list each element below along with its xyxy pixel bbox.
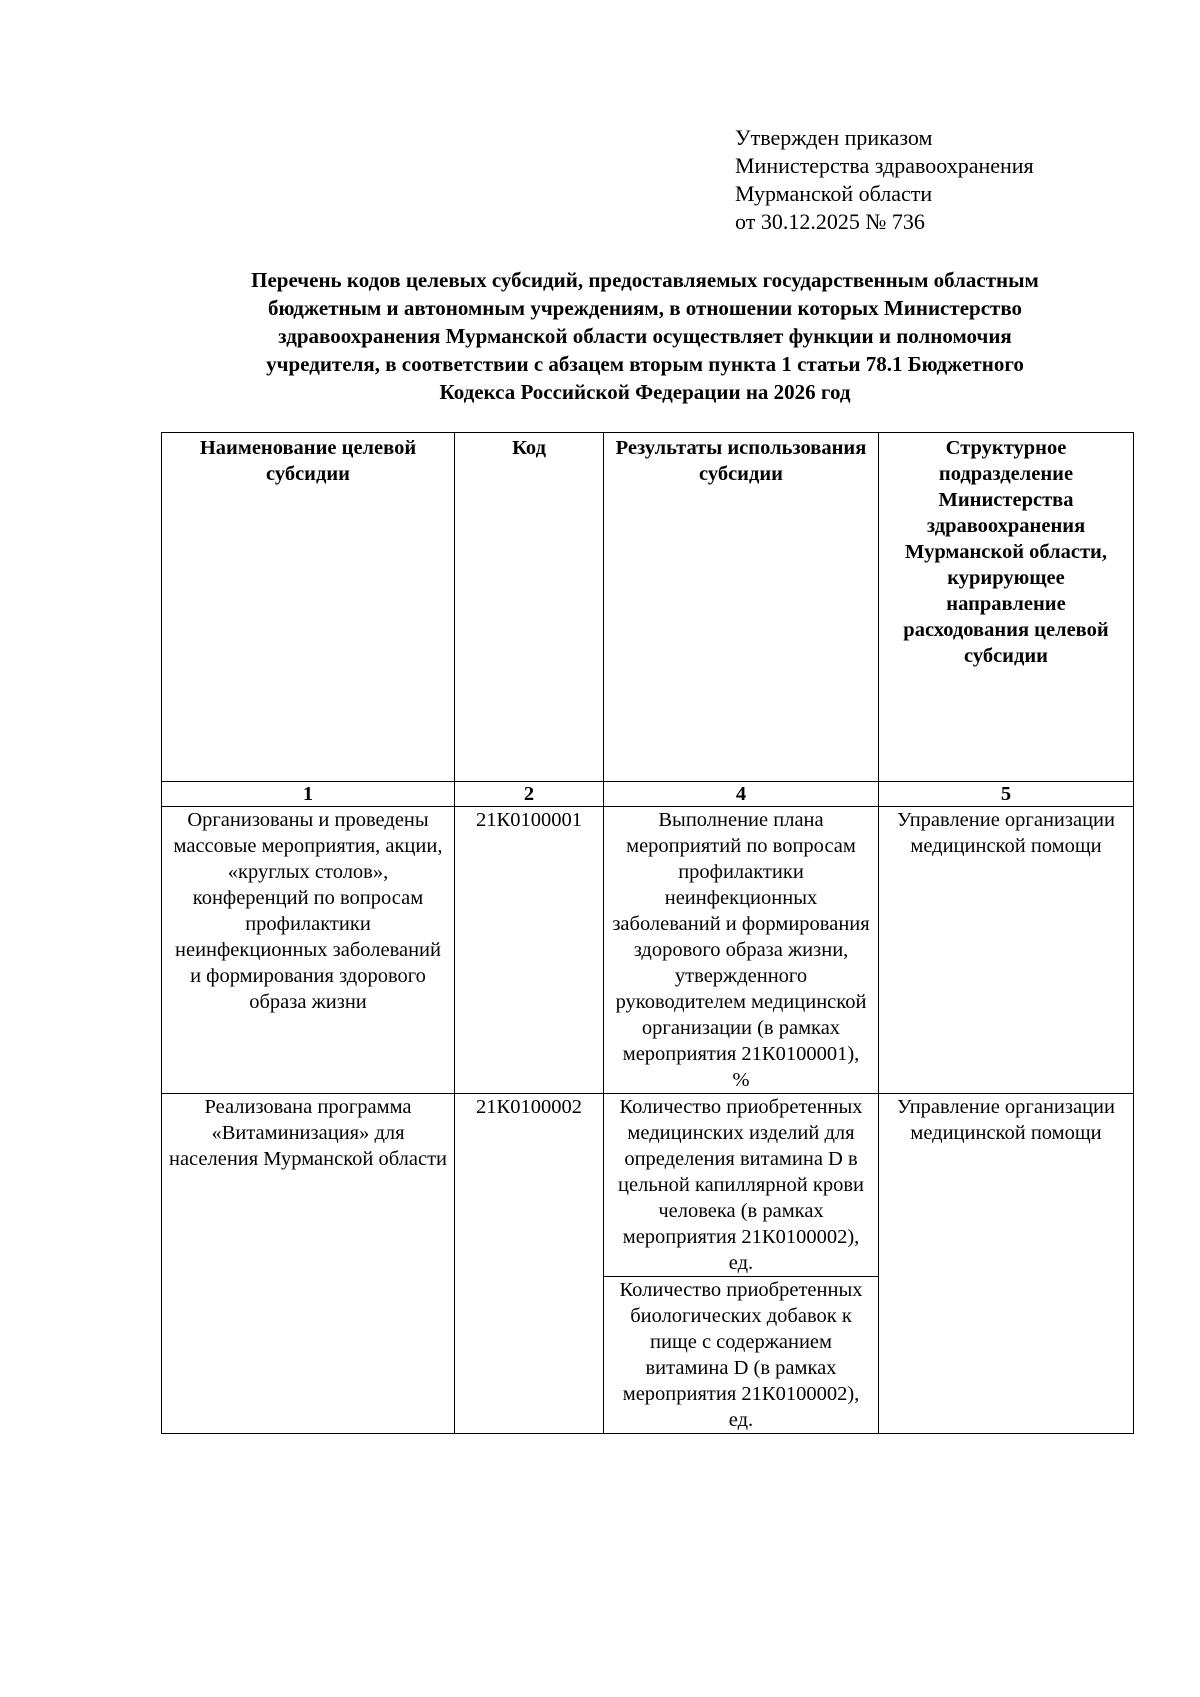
code-cell: 21К0100001 bbox=[455, 807, 604, 1094]
approval-line-1: Утвержден приказом bbox=[735, 125, 933, 150]
header-department: Структурное подразделение Министерства здравоохранения Мурманской области, курирующее направление расходования целевой субсидии bbox=[879, 433, 1134, 782]
title-line-2: бюджетным и автономным учреждениям, в отношении которых Министерство bbox=[267, 296, 1023, 320]
department-cell: Управление организации медицинской помощи bbox=[879, 807, 1134, 1094]
document-title bbox=[150, 266, 1140, 406]
title-line-5: Кодекса Российской Федерации на 2026 год bbox=[439, 380, 851, 404]
column-numbers-row bbox=[162, 782, 1134, 807]
title-line-4: учредителя, в соответствии с абзацем вторым пункта 1 статьи 78.1 Бюджетного bbox=[266, 352, 1024, 376]
subsidy-name-cell: Реализована программа «Витаминизация» для населения Мурманской области bbox=[162, 1094, 455, 1434]
title-line-1: Перечень кодов целевых субсидий, предоставляемых государственным областным bbox=[251, 268, 1039, 292]
column-number: 5 bbox=[879, 782, 1134, 807]
header-subsidy-name: Наименование целевой субсидии bbox=[162, 433, 455, 782]
results-cell: Выполнение плана мероприятий по вопросам профилактики неинфекционных заболеваний и формирования здорового образа жизни, утвержденного руководителем медицинской организации (в рамках мероприятия 21К0100001), % bbox=[604, 807, 879, 1094]
table-row bbox=[162, 807, 1134, 1094]
subsidy-name-cell: Организованы и проведены массовые мероприятия, акции, «круглых столов», конференций по вопросам профилактики неинфекционных заболеваний и формирования здорового образа жизни bbox=[162, 807, 455, 1094]
approval-line-3: Мурманской области bbox=[735, 181, 933, 206]
table-row bbox=[162, 1094, 1134, 1277]
title-line-3: здравоохранения Мурманской области осуществляет функции и полномочия bbox=[278, 324, 1012, 348]
column-number: 1 bbox=[162, 782, 455, 807]
approval-block bbox=[735, 124, 1034, 236]
approval-line-4: от 30.12.2025 № 736 bbox=[735, 209, 925, 234]
results-cell: Количество приобретенных биологических добавок к пище с содержанием витамина D (в рамках мероприятия 21К0100002), ед. bbox=[604, 1277, 879, 1434]
code-cell: 21К0100002 bbox=[455, 1094, 604, 1434]
header-results: Результаты использования субсидии bbox=[604, 433, 879, 782]
department-cell: Управление организации медицинской помощи bbox=[879, 1094, 1134, 1434]
column-number: 2 bbox=[455, 782, 604, 807]
results-cell: Количество приобретенных медицинских изделий для определения витамина D в цельной капиллярной крови человека (в рамках мероприятия 21К0100002), ед. bbox=[604, 1094, 879, 1277]
subsidies-table bbox=[161, 432, 1134, 1434]
table-header-row bbox=[162, 433, 1134, 782]
column-number: 4 bbox=[604, 782, 879, 807]
approval-line-2: Министерства здравоохранения bbox=[735, 153, 1034, 178]
header-code: Код bbox=[455, 433, 604, 782]
